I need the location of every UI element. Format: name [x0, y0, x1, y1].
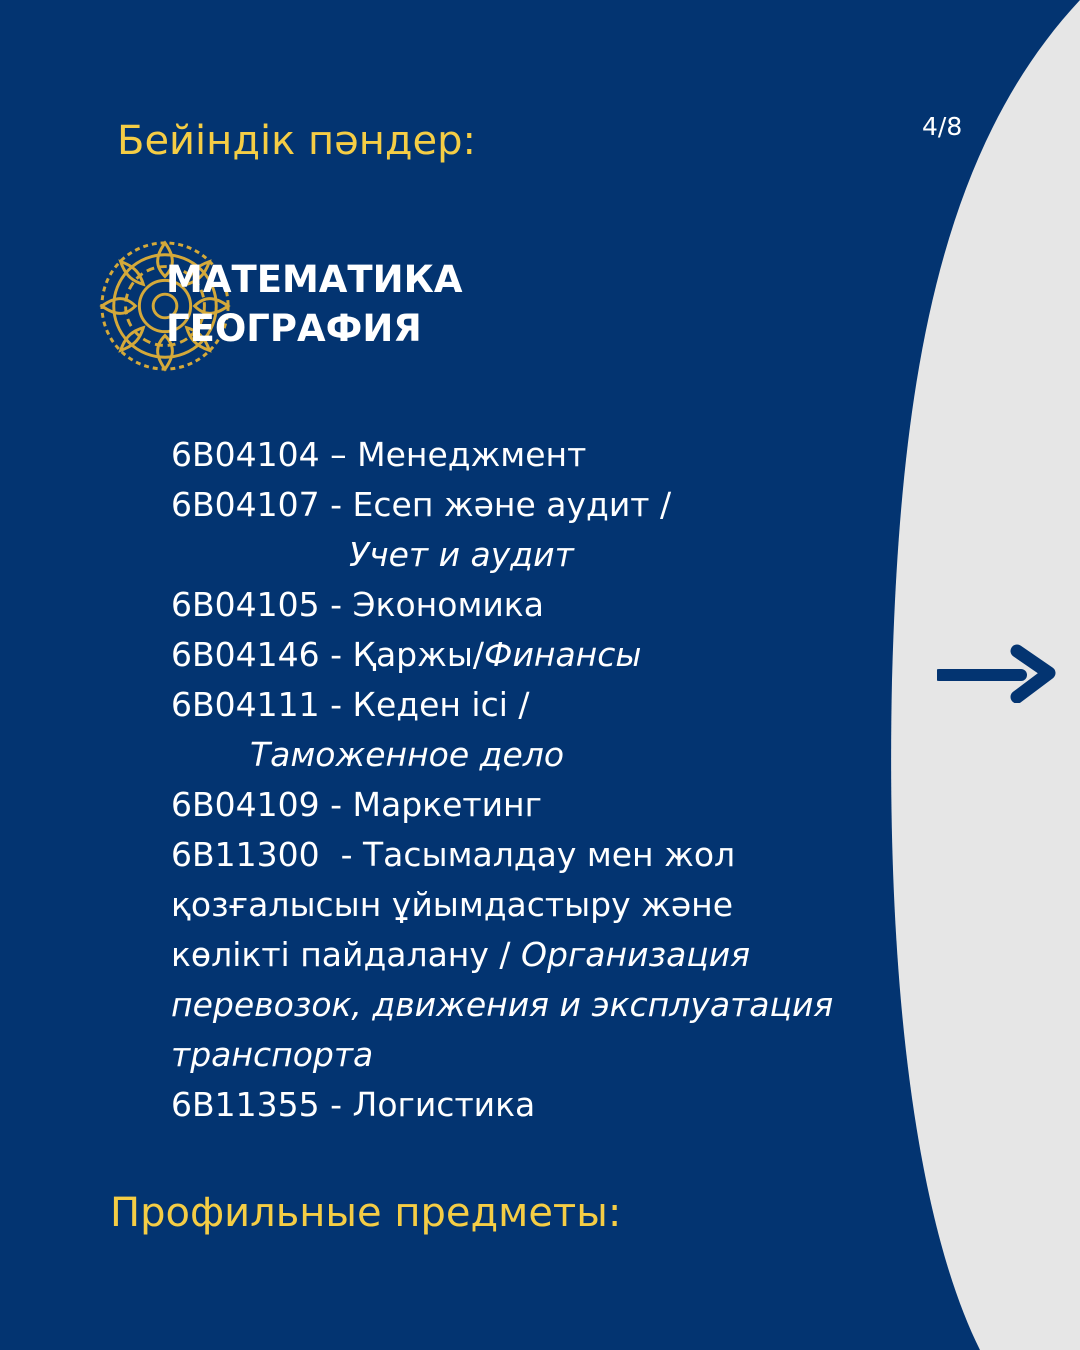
subject-item: МАТЕМАТИКА — [166, 258, 463, 301]
program-name-kz: Есеп және аудит / — [352, 485, 672, 524]
program-item: 6B04107 - Есеп және аудит / — [171, 485, 672, 524]
subjects-list — [166, 255, 463, 353]
program-code: 6B11300 — [171, 835, 320, 874]
program-code: 6B04146 — [171, 635, 320, 674]
program-item: 6B11300 - Тасымалдау мен жол — [171, 835, 736, 874]
program-name-kz: Тасымалдау мен жол — [363, 835, 736, 874]
program-name-ru: Таможенное дело — [250, 735, 565, 774]
program-code: 6B04105 — [171, 585, 320, 624]
profile-subjects-heading-ru: Профильные предметы: — [110, 1190, 622, 1236]
program-item-continuation — [171, 730, 861, 780]
program-item: 6B11355 - Логистика — [171, 1085, 536, 1124]
program-name-kz: Кеден ісі / — [352, 685, 530, 724]
page-counter: 4/8 — [922, 112, 963, 141]
programs-list — [171, 430, 861, 1130]
program-item: 6B04146 - Қаржы/Финансы — [171, 635, 642, 674]
program-name-ru: Организация — [521, 935, 751, 974]
program-item: 6B04111 - Кеден ісі / — [171, 685, 530, 724]
program-name-ru: Финансы — [484, 635, 642, 674]
program-name-kz: көлікті пайдалану / — [171, 935, 511, 974]
program-name-ru: транспорта — [171, 1035, 374, 1074]
subject-item: ГЕОГРАФИЯ — [166, 307, 422, 350]
arrow-right-icon[interactable] — [937, 643, 1057, 703]
program-name-kz: Логистика — [352, 1085, 536, 1124]
program-name-kz: Маркетинг — [352, 785, 542, 824]
program-item-continuation — [171, 930, 861, 980]
program-item-continuation — [171, 530, 861, 580]
program-code: 6B04109 — [171, 785, 320, 824]
program-item: 6B04104 – Менеджмент — [171, 435, 587, 474]
program-code: 6B11355 — [171, 1085, 320, 1124]
program-item-continuation — [171, 1030, 861, 1080]
program-code: 6B04111 — [171, 685, 320, 724]
program-name-kz: Қаржы/ — [352, 635, 485, 674]
program-item: 6B04105 - Экономика — [171, 585, 544, 624]
program-item-continuation — [171, 980, 861, 1030]
profile-subjects-heading-kz: Бейіндік пәндер: — [117, 118, 477, 164]
program-code: 6B04104 — [171, 435, 320, 474]
program-name-kz: қозғалысын ұйымдастыру және — [171, 885, 734, 924]
program-name-kz: Менеджмент — [357, 435, 587, 474]
program-item: 6B04109 - Маркетинг — [171, 785, 542, 824]
program-name-ru: Учет и аудит — [349, 535, 574, 574]
program-item-continuation — [171, 880, 861, 930]
program-name-ru: перевозок, движения и эксплуатация — [171, 985, 834, 1024]
program-name-kz: Экономика — [352, 585, 544, 624]
program-code: 6B04107 — [171, 485, 320, 524]
